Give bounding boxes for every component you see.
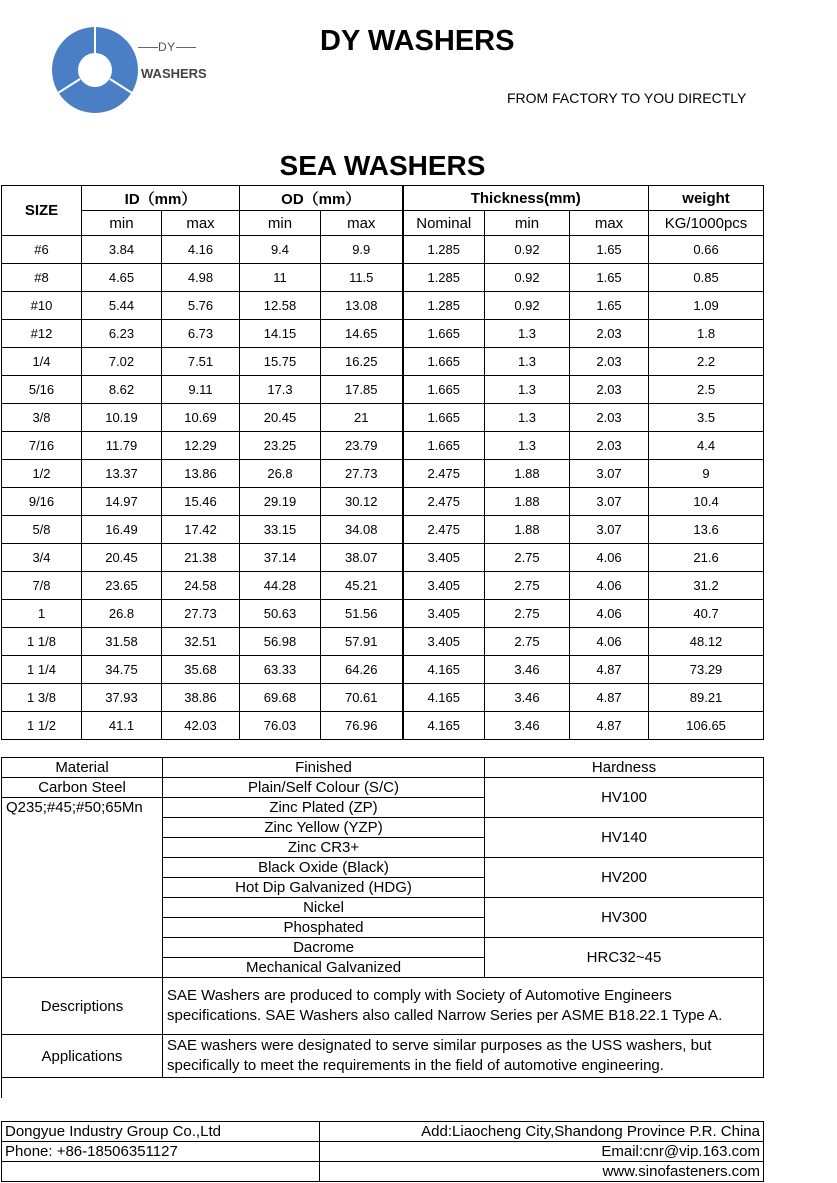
size-cell: 5/16 [2,376,82,404]
table-cell: 4.06 [570,600,649,628]
hardness-value: HV100 [485,778,764,818]
subheader-id-min: min [82,211,162,236]
size-cell: 1 1/8 [2,628,82,656]
table-cell: 76.03 [240,712,321,740]
table-cell: 2.03 [570,348,649,376]
table-cell: 37.93 [82,684,162,712]
table-cell: 4.98 [162,264,240,292]
header-od: OD（mm） [240,186,403,211]
table-cell: 24.58 [162,572,240,600]
material-grades: Q235;#45;#50;65Mn [2,798,163,978]
table-cell: 37.14 [240,544,321,572]
contact-table [1,1121,764,1182]
table-cell: 38.07 [321,544,403,572]
finish-item: Black Oxide (Black) [163,858,485,878]
table-cell: 1.285 [403,292,485,320]
size-cell: #12 [2,320,82,348]
table-cell: 3.405 [403,572,485,600]
table-cell: 3.46 [485,684,570,712]
table-cell: 1.65 [570,236,649,264]
table-cell: 5.44 [82,292,162,320]
logo-text-dy: DY [138,40,196,54]
hardness-value: HV300 [485,898,764,938]
table-cell: 21.38 [162,544,240,572]
table-cell: 20.45 [82,544,162,572]
table-cell: 2.03 [570,432,649,460]
subheader-od-min: min [240,211,321,236]
finish-item: Zinc Plated (ZP) [163,798,485,818]
table-cell: 63.33 [240,656,321,684]
spec-table-body [2,236,764,740]
size-cell: #6 [2,236,82,264]
table-cell: 23.65 [82,572,162,600]
table-cell: 50.63 [240,600,321,628]
table-cell: 2.03 [570,404,649,432]
table-cell: 17.42 [162,516,240,544]
table-cell: 3.84 [82,236,162,264]
table-cell: 2.2 [649,348,764,376]
table-cell: 69.68 [240,684,321,712]
table-row [2,712,764,740]
table-cell: 7.51 [162,348,240,376]
table-cell: 2.03 [570,376,649,404]
table-cell: 1.3 [485,404,570,432]
table-cell: 9.11 [162,376,240,404]
table-cell: 3.46 [485,656,570,684]
table-cell: 0.66 [649,236,764,264]
table-row [2,264,764,292]
size-cell: 7/16 [2,432,82,460]
header-id: ID（mm） [82,186,240,211]
table-cell: 34.75 [82,656,162,684]
brand-title: DY WASHERS [320,25,515,57]
table-row [2,516,764,544]
finish-item: Phosphated [163,918,485,938]
table-row [2,376,764,404]
table-cell: 4.165 [403,684,485,712]
phone: Phone: +86-18506351127 [2,1142,320,1162]
email: Email:cnr@vip.163.com [320,1142,764,1162]
table-cell: 21 [321,404,403,432]
table-cell: 51.56 [321,600,403,628]
table-cell: 4.87 [570,712,649,740]
header-thickness: Thickness(mm) [403,186,649,211]
table-cell: 89.21 [649,684,764,712]
table-cell: 4.165 [403,712,485,740]
website-link[interactable]: www.sinofasteners.com [320,1162,764,1182]
table-cell: 8.62 [82,376,162,404]
table-cell: 30.12 [321,488,403,516]
table-cell: 33.15 [240,516,321,544]
table-cell: 1.665 [403,320,485,348]
subheader-id-max: max [162,211,240,236]
header-weight: weight [649,186,764,211]
finish-item: Hot Dip Galvanized (HDG) [163,878,485,898]
descriptions-text: SAE Washers are produced to comply with Society of Automotive Engineers specifications. SAE Washers also called Narrow Series per ASME B18.22.1 Type A. [163,978,764,1035]
table-cell: 2.75 [485,544,570,572]
table-cell: 17.85 [321,376,403,404]
table-cell: 64.26 [321,656,403,684]
table-cell: 4.65 [82,264,162,292]
applications-text: SAE washers were designated to serve similar purposes as the USS washers, but specifically to meet the requirements in the field of automotive engineering. [163,1035,764,1078]
table-cell: 14.15 [240,320,321,348]
table-cell: 12.29 [162,432,240,460]
logo-text-washers: WASHERS [141,66,207,81]
table-cell: 13.6 [649,516,764,544]
table-cell: 2.75 [485,628,570,656]
material-carbon-steel: Carbon Steel [2,778,163,798]
table-cell: 23.79 [321,432,403,460]
header-size: SIZE [2,186,82,236]
table-cell: 2.475 [403,460,485,488]
table-row [2,320,764,348]
table-row [2,656,764,684]
header-hardness: Hardness [485,758,764,778]
table-cell: 9 [649,460,764,488]
table-row [2,628,764,656]
table-cell: 3.07 [570,488,649,516]
size-cell: 1 1/4 [2,656,82,684]
table-cell: 0.92 [485,264,570,292]
table-cell: 23.25 [240,432,321,460]
material-table [1,757,764,1098]
table-cell: 41.1 [82,712,162,740]
table-cell: 70.61 [321,684,403,712]
table-cell: 27.73 [162,600,240,628]
table-cell: 5.76 [162,292,240,320]
table-row [2,488,764,516]
table-cell: 1.285 [403,264,485,292]
table-cell: 6.23 [82,320,162,348]
table-row [2,432,764,460]
table-row [2,572,764,600]
table-cell: 35.68 [162,656,240,684]
table-row [2,236,764,264]
table-cell: 76.96 [321,712,403,740]
table-cell: 26.8 [240,460,321,488]
size-cell: 1 1/2 [2,712,82,740]
table-cell: 1.665 [403,404,485,432]
table-cell: 16.25 [321,348,403,376]
table-cell: 1.8 [649,320,764,348]
table-cell: 0.92 [485,292,570,320]
table-cell: 13.08 [321,292,403,320]
table-cell: 15.75 [240,348,321,376]
table-cell: 29.19 [240,488,321,516]
table-cell: 3.46 [485,712,570,740]
hardness-value: HRC32~45 [485,938,764,978]
table-cell: 13.86 [162,460,240,488]
table-cell: 9.9 [321,236,403,264]
table-cell: 3.5 [649,404,764,432]
table-cell: 1.65 [570,264,649,292]
table-row [2,684,764,712]
table-cell: 13.37 [82,460,162,488]
tagline: FROM FACTORY TO YOU DIRECTLY [507,90,747,106]
table-cell: 3.07 [570,516,649,544]
table-cell: 1.3 [485,376,570,404]
table-cell: 11.79 [82,432,162,460]
finish-item: Nickel [163,898,485,918]
table-cell: 10.4 [649,488,764,516]
table-row [2,544,764,572]
table-cell: 44.28 [240,572,321,600]
table-cell: 2.475 [403,488,485,516]
table-cell: 4.06 [570,572,649,600]
header-finished: Finished [163,758,485,778]
table-cell: 4.87 [570,656,649,684]
table-row [2,600,764,628]
table-cell: 3.405 [403,628,485,656]
table-cell: 1.88 [485,460,570,488]
table-cell: 14.65 [321,320,403,348]
table-cell: 20.45 [240,404,321,432]
table-row [2,460,764,488]
table-cell: 31.58 [82,628,162,656]
table-row [2,292,764,320]
size-cell: 3/8 [2,404,82,432]
size-cell: 3/4 [2,544,82,572]
finish-item: Dacrome [163,938,485,958]
finish-item: Mechanical Galvanized [163,958,485,978]
table-cell: 4.4 [649,432,764,460]
hardness-value: HV200 [485,858,764,898]
finish-item: Plain/Self Colour (S/C) [163,778,485,798]
table-cell: 56.98 [240,628,321,656]
table-cell: 45.21 [321,572,403,600]
table-cell: 11.5 [321,264,403,292]
table-cell: 10.69 [162,404,240,432]
size-cell: 1 [2,600,82,628]
subheader-weight-unit: KG/1000pcs [649,211,764,236]
table-cell: 10.19 [82,404,162,432]
size-cell: #8 [2,264,82,292]
table-cell: 34.08 [321,516,403,544]
descriptions-label: Descriptions [2,978,163,1035]
size-cell: #10 [2,292,82,320]
applications-label: Applications [2,1035,163,1078]
table-cell: 9.4 [240,236,321,264]
table-cell: 40.7 [649,600,764,628]
size-cell: 1 3/8 [2,684,82,712]
header-material: Material [2,758,163,778]
table-cell: 0.92 [485,236,570,264]
table-cell: 3.405 [403,600,485,628]
table-cell: 1.665 [403,348,485,376]
table-cell: 1.665 [403,376,485,404]
company-name: Dongyue Industry Group Co.,Ltd [2,1122,320,1142]
table-cell: 1.3 [485,320,570,348]
table-cell: 73.29 [649,656,764,684]
table-cell: 3.07 [570,460,649,488]
table-cell: 42.03 [162,712,240,740]
table-cell: 2.5 [649,376,764,404]
size-cell: 7/8 [2,572,82,600]
subheader-thickness-min: min [485,211,570,236]
size-cell: 5/8 [2,516,82,544]
address: Add:Liaocheng City,Shandong Province P.R. China [320,1122,764,1142]
finish-item: Zinc CR3+ [163,838,485,858]
table-cell: 11 [240,264,321,292]
table-cell: 1.88 [485,488,570,516]
table-cell: 14.97 [82,488,162,516]
size-cell: 1/2 [2,460,82,488]
size-cell: 1/4 [2,348,82,376]
table-cell: 2.475 [403,516,485,544]
table-cell: 1.665 [403,432,485,460]
hardness-value: HV140 [485,818,764,858]
table-cell: 4.165 [403,656,485,684]
table-cell: 15.46 [162,488,240,516]
table-cell: 32.51 [162,628,240,656]
logo-washer-icon [50,25,140,115]
table-cell: 27.73 [321,460,403,488]
table-cell: 21.6 [649,544,764,572]
table-cell: 2.75 [485,600,570,628]
table-row [2,404,764,432]
subheader-od-max: max [321,211,403,236]
table-cell: 38.86 [162,684,240,712]
table-cell: 2.75 [485,572,570,600]
table-cell: 4.06 [570,628,649,656]
spec-table [1,185,764,740]
table-cell: 48.12 [649,628,764,656]
table-cell: 0.85 [649,264,764,292]
blank-cell [2,1078,163,1099]
finish-item: Zinc Yellow (YZP) [163,818,485,838]
table-cell: 4.16 [162,236,240,264]
table-cell: 17.3 [240,376,321,404]
table-cell: 3.405 [403,544,485,572]
table-cell: 1.65 [570,292,649,320]
table-cell: 106.65 [649,712,764,740]
subheader-thickness-nominal: Nominal [403,211,485,236]
table-cell: 16.49 [82,516,162,544]
table-cell: 26.8 [82,600,162,628]
table-cell: 4.87 [570,684,649,712]
table-cell: 1.285 [403,236,485,264]
table-cell: 4.06 [570,544,649,572]
subheader-thickness-max: max [570,211,649,236]
table-cell: 1.88 [485,516,570,544]
table-cell: 6.73 [162,320,240,348]
size-cell: 9/16 [2,488,82,516]
table-row [2,348,764,376]
table-cell: 7.02 [82,348,162,376]
table-cell: 57.91 [321,628,403,656]
document-title: SEA WASHERS [279,150,486,181]
table-cell: 31.2 [649,572,764,600]
table-cell: 2.03 [570,320,649,348]
table-cell: 12.58 [240,292,321,320]
table-cell: 1.3 [485,348,570,376]
table-cell: 1.09 [649,292,764,320]
table-cell: 1.3 [485,432,570,460]
